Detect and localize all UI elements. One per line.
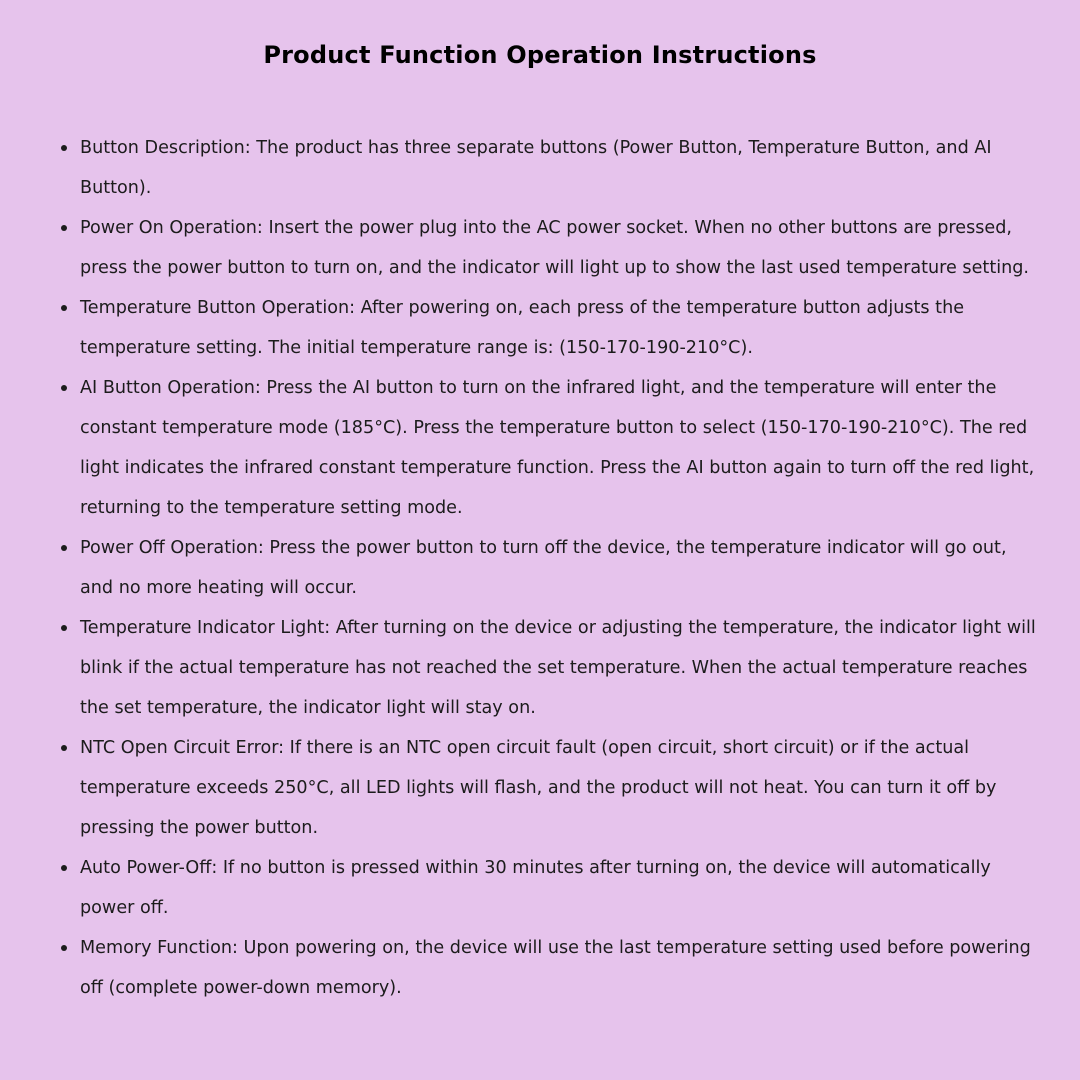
list-item-text: Power Off Operation: Press the power button to turn off the device, the temperature indicator will go out, and no more heating will occur.: [80, 538, 1007, 598]
list-item-power-off: [80, 528, 1042, 608]
list-item-ai-button: [80, 368, 1042, 528]
list-item-ntc-error: [80, 728, 1042, 848]
instruction-list: [80, 128, 1042, 1008]
list-item-memory-function: [80, 928, 1042, 1008]
list-item-text: NTC Open Circuit Error: If there is an NTC open circuit fault (open circuit, short circuit) or if the actual temperature exceeds 250°C, all LED lights will flash, and the product will not heat. You can turn it off by pressing the power button.: [80, 738, 997, 838]
list-item-text: Auto Power-Off: If no button is pressed within 30 minutes after turning on, the device will automatically power off.: [80, 858, 991, 918]
bullet-icon: [61, 305, 67, 311]
list-item-text: AI Button Operation: Press the AI button to turn on the infrared light, and the temperature will enter the constant temperature mode (185°C). Press the temperature button to select (150-170-190-210°C). The red light indicates the infrared constant temperature function. Press the AI button again to turn off the red light, returning to the temperature setting mode.: [80, 378, 1035, 518]
bullet-icon: [61, 745, 67, 751]
bullet-icon: [61, 225, 67, 231]
list-item-text: Temperature Indicator Light: After turning on the device or adjusting the temperature, the indicator light will blink if the actual temperature has not reached the set temperature. When the actual temperature reaches the set temperature, the indicator light will stay on.: [80, 618, 1036, 718]
list-item-indicator-light: [80, 608, 1042, 728]
list-item-text: Memory Function: Upon powering on, the device will use the last temperature setting used before powering off (complete power-down memory).: [80, 938, 1031, 998]
bullet-icon: [61, 545, 67, 551]
list-item-text: Temperature Button Operation: After powering on, each press of the temperature button adjusts the temperature setting. The initial temperature range is: (150-170-190-210°C).: [80, 298, 965, 358]
bullet-icon: [61, 385, 67, 391]
bullet-icon: [61, 945, 67, 951]
bullet-icon: [61, 865, 67, 871]
bullet-icon: [61, 625, 67, 631]
page-title: Product Function Operation Instructions: [263, 41, 817, 69]
list-item-auto-power-off: [80, 848, 1042, 928]
list-item-power-on: [80, 208, 1042, 288]
list-item-text: Power On Operation: Insert the power plug into the AC power socket. When no other buttons are pressed, press the power button to turn on, and the indicator will light up to show the last used temperature setting.: [80, 218, 1030, 278]
list-item-text: Button Description: The product has three separate buttons (Power Button, Temperature Button, and AI Button).: [80, 138, 992, 198]
list-item-temperature-button: [80, 288, 1042, 368]
list-item-button-description: [80, 128, 1042, 208]
bullet-icon: [61, 145, 67, 151]
